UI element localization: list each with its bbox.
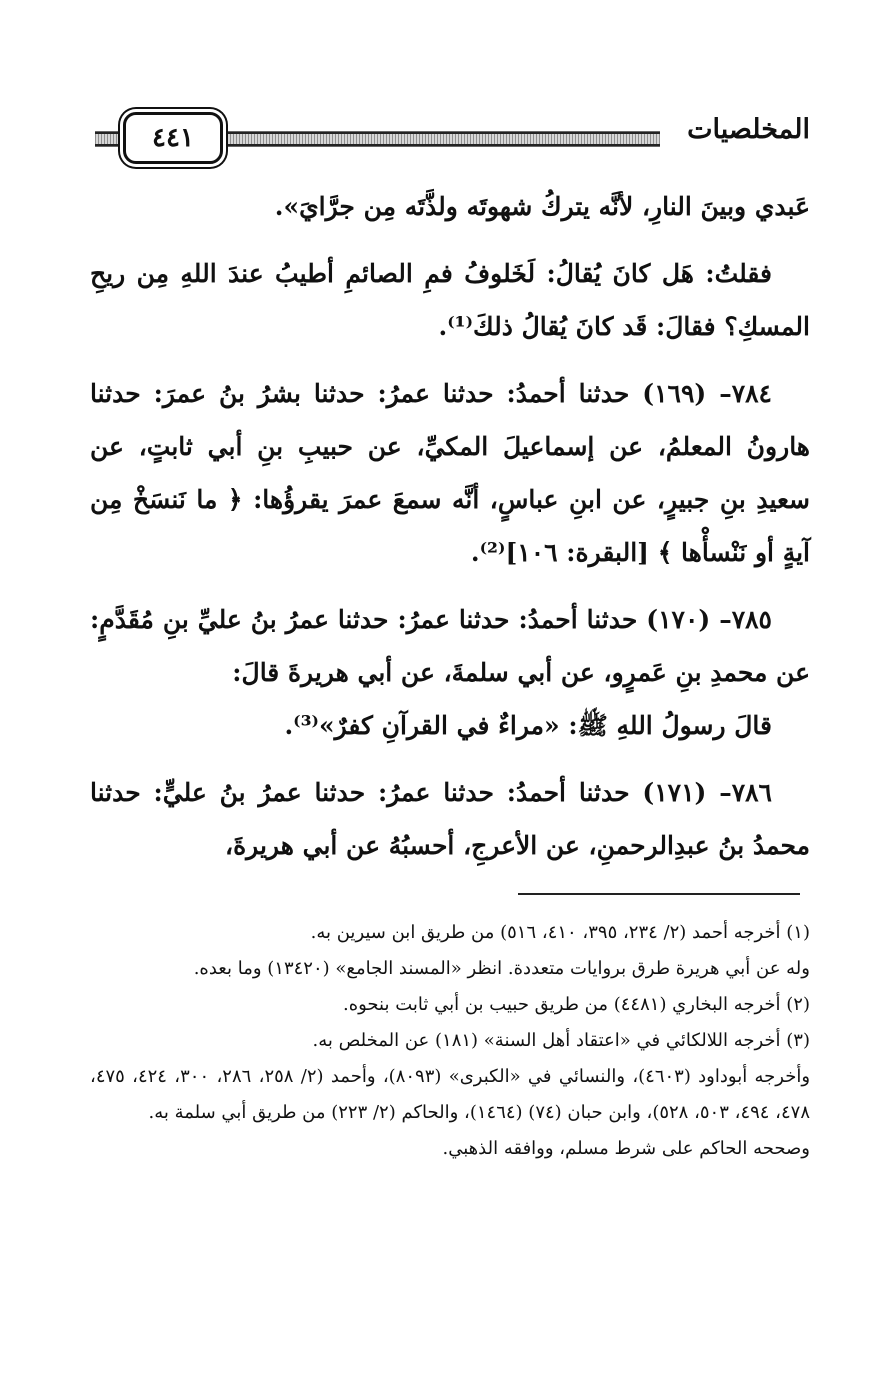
text-paragraph: عَبدي وبينَ النارِ، لأنَّه يتركُ شهوتَه ولذَّتَه مِن جرَّايَ».: [274, 192, 810, 221]
hadith-786: ٧٨٦– (١٧١) حدثنا أحمدُ: حدثنا عمرُ: حدثنا عمرُ بنُ عليٍّ: حدثنا محمدُ بنُ عبدِالرحمنِ، عن الأعرجِ، أحسبُهُ عن أبي هريرةَ،: [90, 778, 810, 860]
footnote-separator: [518, 893, 800, 895]
page-number: ٤٤١: [123, 112, 223, 164]
page-header: [95, 112, 810, 162]
text-paragraph: فقلتُ: هَل كانَ يُقالُ: لَخَلوفُ فمِ الصائمِ أطيبُ عندَ اللهِ مِن ريحِ المسكِ؟ فقالَ: قَد كانَ يُقالُ ذلكَ⁽¹⁾.: [90, 259, 810, 341]
footnote-3: (٣) أخرجه اللالكائي في «اعتقاد أهل السنة» (١٨١) عن المخلص به.: [312, 1030, 810, 1051]
footnotes: [90, 915, 810, 1167]
running-title: المخلصيات: [687, 114, 810, 145]
hadith-785-matn: قالَ رسولُ اللهِ ﷺ: «مراءٌ في القرآنِ كفرٌ»⁽³⁾.: [284, 711, 772, 740]
hadith-784: ٧٨٤– (١٦٩) حدثنا أحمدُ: حدثنا عمرُ: حدثنا بشرُ بنُ عمرَ: حدثنا هارونُ المعلمُ، عن إسماعيلَ المكيِّ، عن حبيبِ بنِ أبي ثابتٍ، عن سعيدِ بنِ جبيرٍ، عن ابنِ عباسٍ، أنَّه سمعَ عمرَ يقرؤُها: ﴿ ما نَنسَخْ مِن آيةٍ أو نَنْسأْها ﴾ [البقرة: ١٠٦]⁽²⁾.: [90, 379, 810, 567]
footnote-3-cont-2: وصححه الحاكم على شرط مسلم، ووافقه الذهبي.: [442, 1138, 810, 1159]
footnote-1: (١) أخرجه أحمد (٢/ ٢٣٤، ٣٩٥، ٤١٠، ٥١٦) من طريق ابن سيرين به.: [310, 922, 810, 943]
footnote-3-cont: وأخرجه أبوداود (٤٦٠٣)، والنسائي في «الكبرى» (٨٠٩٣)، وأحمد (٢/ ٢٥٨، ٢٨٦، ٣٠٠، ٤٢٤، ٤٧٥، ٤٧٨، ٤٩٤، ٥٠٣، ٥٢٨)، وابن حبان (٧٤) (١٤٦٤)، والحاكم (٢/ ٢٢٣) من طريق أبي سلمة به.: [90, 1066, 811, 1123]
footnote-1-cont: وله عن أبي هريرة طرق بروايات متعددة. انظر «المسند الجامع» (١٣٤٢٠) وما بعده.: [193, 958, 810, 979]
main-text: [90, 180, 810, 872]
hadith-785: ٧٨٥– (١٧٠) حدثنا أحمدُ: حدثنا عمرُ: حدثنا عمرُ بنُ عليِّ بنِ مُقَدَّمٍ: عن محمدِ بنِ عَمرٍو، عن أبي سلمةَ، عن أبي هريرةَ قالَ:: [90, 605, 810, 687]
footnote-2: (٢) أخرجه البخاري (٤٤٨١) من طريق حبيب بن أبي ثابت بنحوه.: [342, 994, 810, 1015]
